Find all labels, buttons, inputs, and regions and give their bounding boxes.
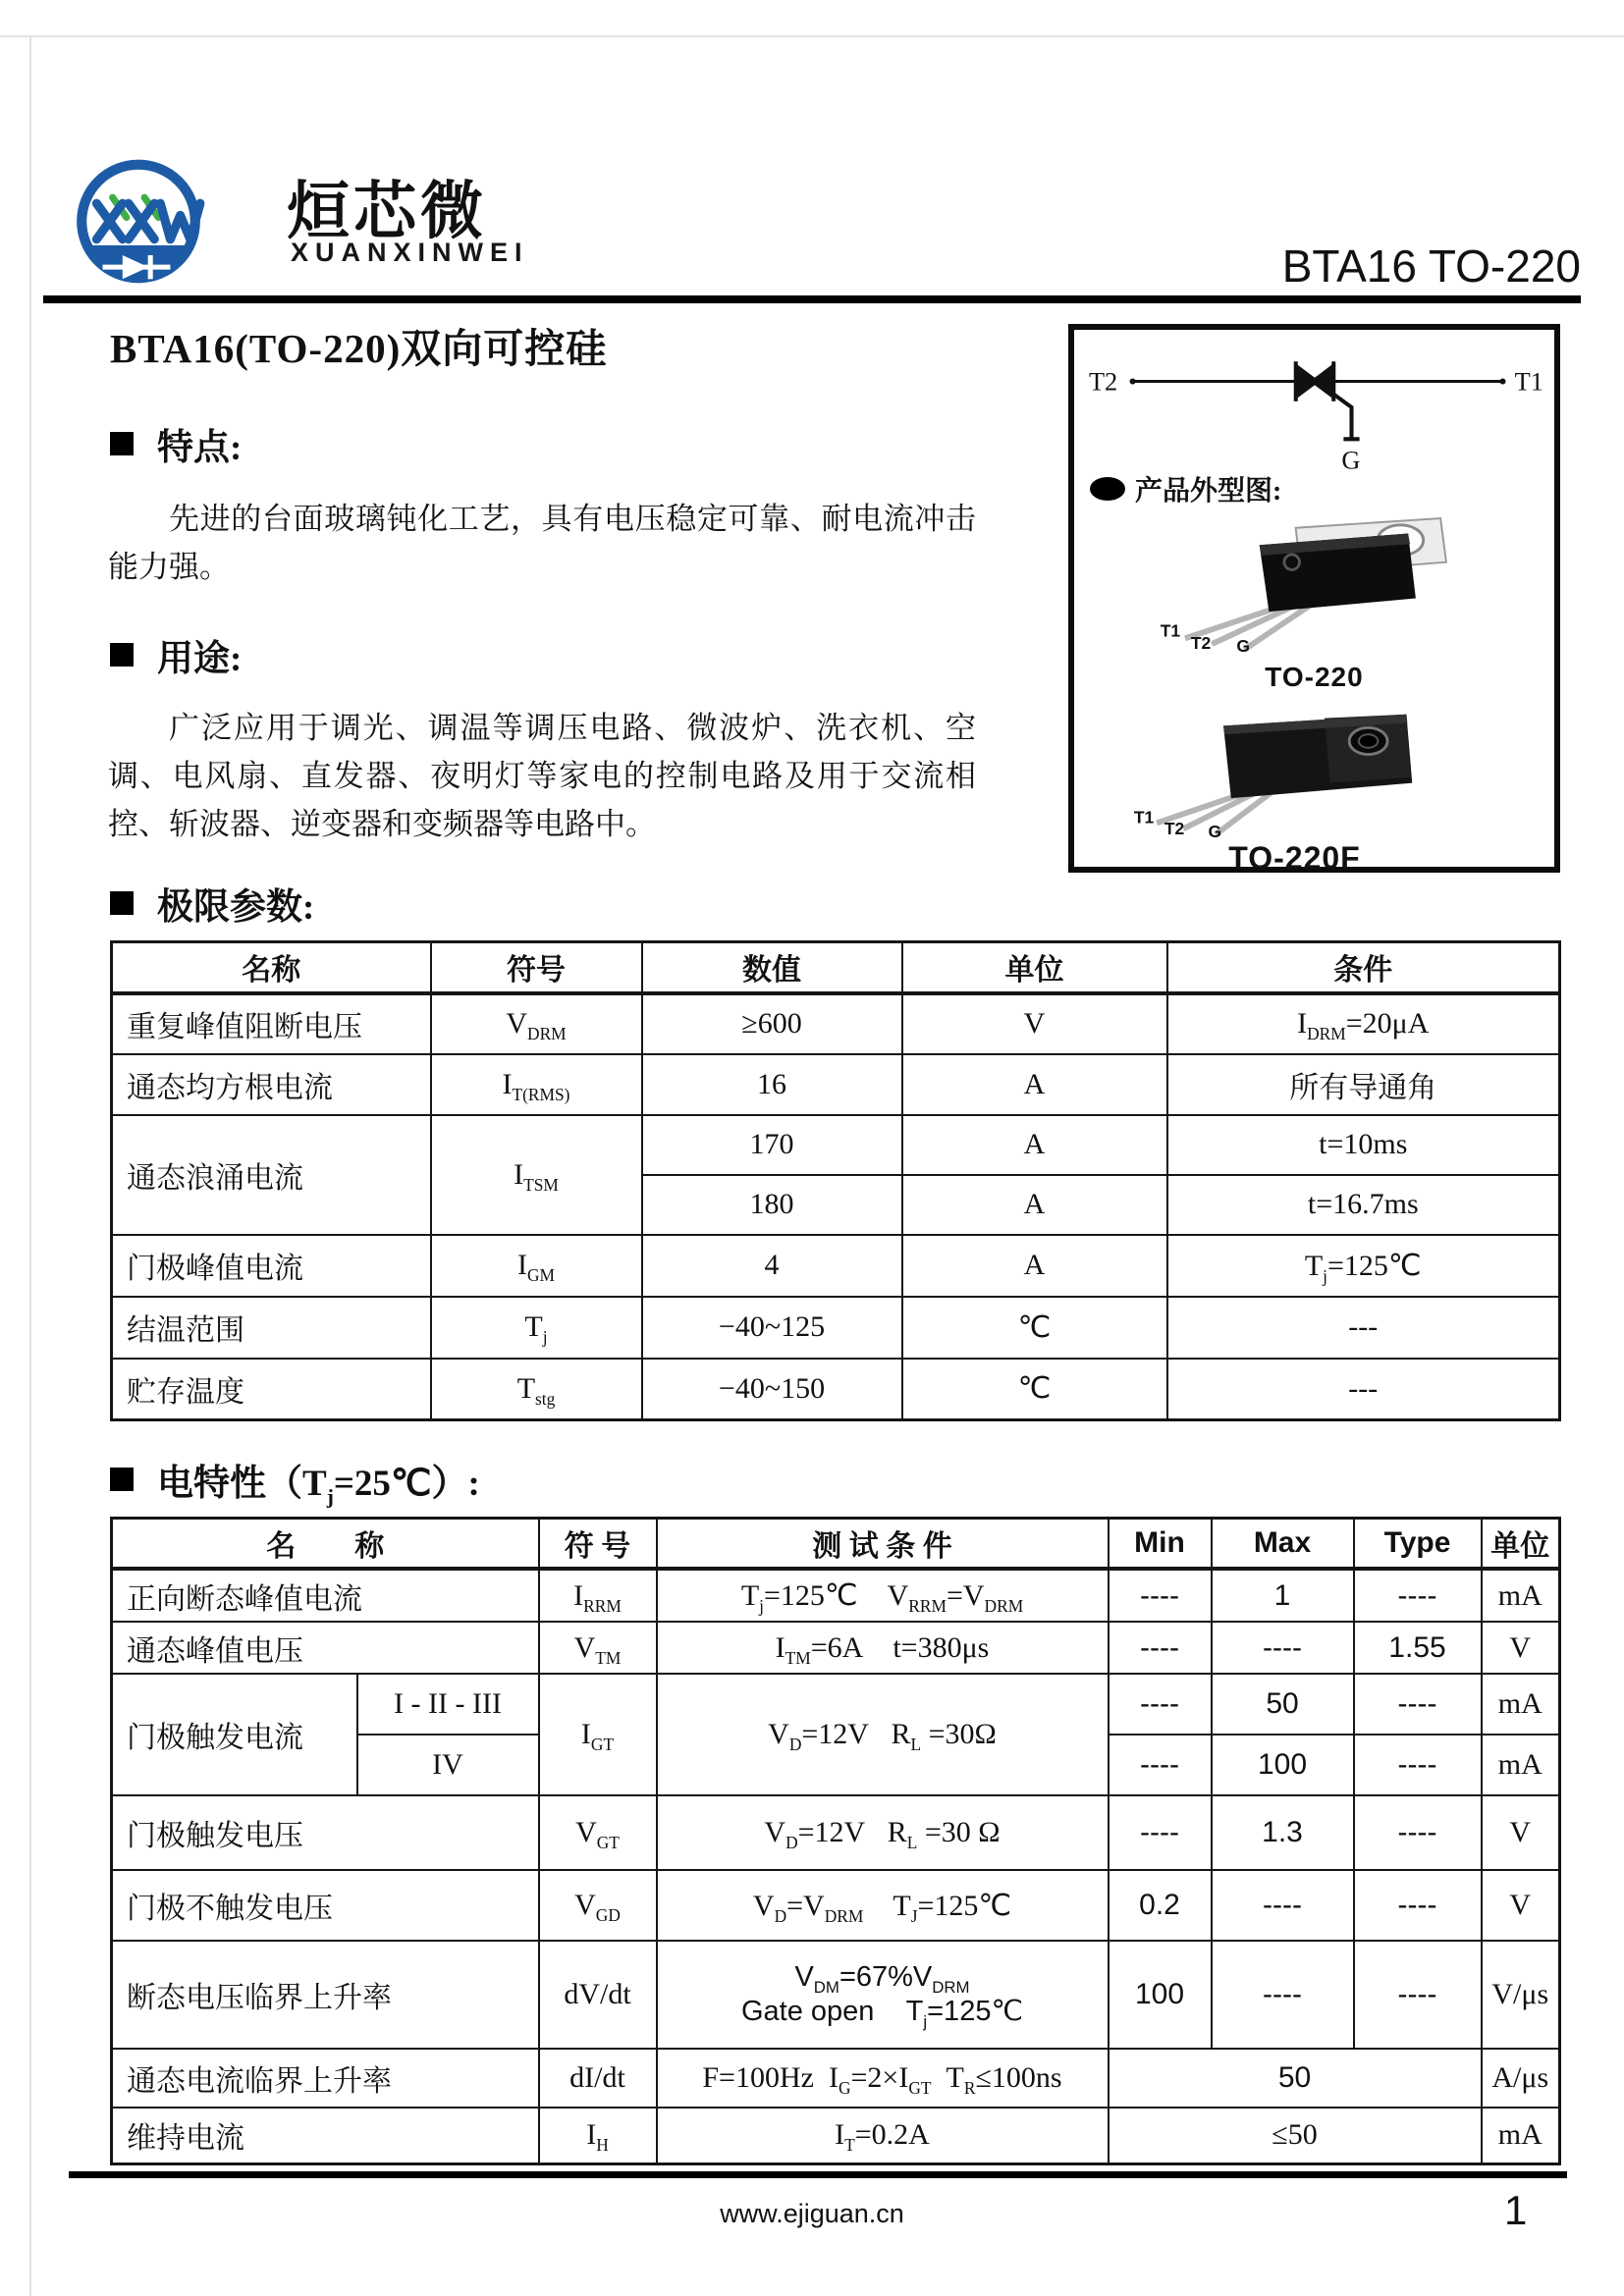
cell-min: 100 — [1109, 1941, 1212, 2049]
cell-condition: --- — [1167, 1359, 1560, 1420]
cell-max: ---- — [1212, 1941, 1354, 2049]
cell-type: ---- — [1354, 1569, 1482, 1622]
cell-type: ---- — [1354, 1674, 1482, 1735]
brand-name: 烜芯微 — [287, 176, 487, 246]
cell-symbol: $V_{DRM}$ — [431, 993, 642, 1054]
condition-line: $V_{DM}=67\%V_{DRM}$ — [794, 1961, 970, 1997]
section-elec-heading — [110, 1453, 480, 1509]
cell-condition: $T_j=125℃$ — [1167, 1235, 1560, 1297]
cell-unit: A — [902, 1115, 1167, 1175]
outline-label-row — [1090, 469, 1281, 508]
cell-condition: $V_D=V_{DRM}$ $T_J=125℃$ — [657, 1870, 1109, 1941]
cell-value: ≥600 — [642, 993, 902, 1054]
cell-name: 通态均方根电流 — [112, 1054, 431, 1115]
limits-table — [110, 940, 1561, 1421]
cell-symbol: dI/dt — [539, 2049, 657, 2108]
table-row — [112, 1115, 1560, 1175]
cell-condition — [657, 1941, 1109, 2049]
cell-name: 门极触发电流 — [112, 1674, 357, 1795]
cell-type: ---- — [1354, 1735, 1482, 1795]
elec-table — [110, 1517, 1561, 2165]
cell-symbol: $I_{RRM}$ — [539, 1569, 657, 1622]
column-header: 数值 — [642, 942, 902, 993]
pin-g-label: G — [1208, 821, 1222, 838]
cell-value: 4 — [642, 1235, 902, 1297]
cell-unit: A — [902, 1054, 1167, 1115]
cell-name: 门极触发电压 — [112, 1795, 539, 1870]
cell-value: 170 — [642, 1115, 902, 1175]
cell-name: 门极峰值电流 — [112, 1235, 431, 1297]
cell-name: 门极不触发电压 — [112, 1870, 539, 1941]
section-marker-icon — [110, 1468, 134, 1491]
cell-min: 0.2 — [1109, 1870, 1212, 1941]
section-features-heading — [110, 417, 242, 470]
cell-type: ---- — [1354, 1941, 1482, 2049]
cell-condition: $I_T=0.2A$ — [657, 2108, 1109, 2163]
scan-edge-left — [29, 35, 31, 2296]
cell-unit: A — [902, 1235, 1167, 1297]
cell-value: −40~150 — [642, 1359, 902, 1420]
pin-g-label: G — [1236, 635, 1251, 653]
cell-unit: A — [902, 1175, 1167, 1235]
cell-max: 1 — [1212, 1569, 1354, 1622]
table-row — [112, 1297, 1560, 1359]
cell-name: 结温范围 — [112, 1297, 431, 1359]
elec-heading-label: 电特性$(T_j=25℃)$: — [157, 1464, 480, 1509]
cell-unit: ℃ — [902, 1297, 1167, 1359]
cell-symbol: dV/dt — [539, 1941, 657, 2049]
scan-edge-top — [0, 35, 1624, 37]
gate-label: G — [1341, 446, 1361, 475]
cell-symbol: $I_H$ — [539, 2108, 657, 2163]
cell-condition: t=10ms — [1167, 1115, 1560, 1175]
section-applications-heading — [110, 628, 242, 681]
cell-symbol: $V_{GT}$ — [539, 1795, 657, 1870]
column-header: 名称 — [112, 942, 431, 993]
table-row — [112, 1235, 1560, 1297]
features-paragraph: 先进的台面玻璃钝化工艺，具有电压稳定可靠、耐电流冲击能力强。 — [108, 502, 976, 584]
cell-symbol: $I_{T(RMS)}$ — [431, 1054, 642, 1115]
table-row — [112, 993, 1560, 1054]
column-header: Min — [1109, 1519, 1212, 1570]
cell-condition: 所有导通角 — [1167, 1054, 1560, 1115]
cell-merged-value: ≤50 — [1109, 2108, 1482, 2163]
cell-name: 通态峰值电压 — [112, 1622, 539, 1674]
column-header: 条件 — [1167, 942, 1560, 993]
cell-symbol: $I_{TSM}$ — [431, 1115, 642, 1235]
section-limits-heading — [110, 877, 314, 930]
cell-condition: $V_D=12V$ $R_L =30$ Ω — [657, 1795, 1109, 1870]
applications-paragraph: 广泛应用于调光、调温等调压电路、微波炉、洗衣机、空调、电风扇、直发器、夜明灯等家电的控制电路及用于交流相控、斩波器、逆变器和变频器等电路中。 — [108, 711, 976, 841]
cell-name: 维持电流 — [112, 2108, 539, 2163]
pin-t2-label: T2 — [1190, 632, 1212, 653]
cell-unit: V/μs — [1482, 1941, 1560, 2049]
t1-label: T1 — [1514, 367, 1543, 397]
column-header: 符号 — [431, 942, 642, 993]
column-header: 名 称 — [112, 1519, 539, 1570]
cell-condition: $I_{TM}=6A$ t=380μs — [657, 1622, 1109, 1674]
pin-t1-label: T1 — [1160, 620, 1181, 641]
cell-symbol: $V_{TM}$ — [539, 1622, 657, 1674]
condition-line: Gate open $T_j=125℃$ — [740, 1996, 1024, 2031]
cell-name: 断态电压临界上升率 — [112, 1941, 539, 2049]
cell-max: ---- — [1212, 1870, 1354, 1941]
section-marker-icon — [110, 643, 134, 667]
cell-min: ---- — [1109, 1735, 1212, 1795]
cell-unit: V — [902, 993, 1167, 1054]
cell-unit: ℃ — [902, 1359, 1167, 1420]
cell-name: 重复峰值阻断电压 — [112, 993, 431, 1054]
table-row — [112, 1359, 1560, 1420]
cell-unit: mA — [1482, 1569, 1560, 1622]
cell-min: ---- — [1109, 1674, 1212, 1735]
cell-unit: mA — [1482, 1735, 1560, 1795]
section-marker-icon — [110, 432, 134, 455]
column-header: 单位 — [1482, 1519, 1560, 1570]
table-row — [112, 1941, 1560, 2049]
cell-type: ---- — [1354, 1870, 1482, 1941]
table-row — [112, 2049, 1560, 2108]
to220-caption: TO-220 — [1265, 662, 1364, 692]
table-row — [112, 1054, 1560, 1115]
cell-name: 贮存温度 — [112, 1359, 431, 1420]
pin-t2-label: T2 — [1164, 819, 1185, 838]
cell-max: 100 — [1212, 1735, 1354, 1795]
cell-condition: $I_{DRM}=20\mu A$ — [1167, 993, 1560, 1054]
footer-url: www.ejiguan.cn — [720, 2199, 904, 2228]
cell-symbol: $V_{GD}$ — [539, 1870, 657, 1941]
column-header: 符 号 — [539, 1519, 657, 1570]
cell-unit: mA — [1482, 1674, 1560, 1735]
table-row — [112, 1795, 1560, 1870]
page-title: BTA16(TO-220)双向可控硅 — [110, 326, 608, 371]
table-row — [112, 2108, 1560, 2163]
cell-min: ---- — [1109, 1622, 1212, 1674]
page-number: 1 — [1504, 2187, 1528, 2233]
cell-unit: V — [1482, 1870, 1560, 1941]
cell-unit: mA — [1482, 2108, 1560, 2163]
cell-condition: t=16.7ms — [1167, 1175, 1560, 1235]
cell-value: −40~125 — [642, 1297, 902, 1359]
cell-symbol: $T_{stg}$ — [431, 1359, 642, 1420]
column-header: 单位 — [902, 942, 1167, 993]
cell-type: ---- — [1354, 1795, 1482, 1870]
column-header: Max — [1212, 1519, 1354, 1570]
cell-max: 50 — [1212, 1674, 1354, 1735]
cell-name: 通态电流临界上升率 — [112, 2049, 539, 2108]
cell-type: 1.55 — [1354, 1622, 1482, 1674]
cell-unit: A/μs — [1482, 2049, 1560, 2108]
table-row — [112, 1569, 1560, 1622]
outline-label: 产品外型图: — [1135, 476, 1282, 507]
brand-name-en: XUANXINWEI — [291, 238, 529, 267]
cell-condition: --- — [1167, 1297, 1560, 1359]
cell-value: 180 — [642, 1175, 902, 1235]
cell-quadrant: I - II - III — [357, 1674, 539, 1735]
table-row — [112, 1674, 1560, 1735]
table-row — [112, 1622, 1560, 1674]
cell-merged-value: 50 — [1109, 2049, 1482, 2108]
t2-label: T2 — [1088, 367, 1118, 397]
applications-heading-label: 用途: — [157, 639, 243, 679]
company-logo-icon — [67, 145, 281, 300]
to220f-package-image — [1128, 705, 1452, 838]
cell-name: 通态浪涌电流 — [112, 1115, 431, 1235]
cell-max: 1.3 — [1212, 1795, 1354, 1870]
cell-unit: V — [1482, 1622, 1560, 1674]
pin-t1-label: T1 — [1133, 807, 1155, 828]
to220f-caption: TO-220F — [1228, 840, 1361, 876]
part-number: BTA16 TO-220 — [1281, 240, 1581, 292]
header-rule — [43, 295, 1581, 303]
bullet-oval-icon — [1090, 477, 1125, 501]
cell-condition: F=100Hz $I_G=2\times I_{GT}$ $T_R\le 100ns$ — [657, 2049, 1109, 2108]
cell-symbol: $I_{GT}$ — [539, 1674, 657, 1795]
cell-min: ---- — [1109, 1569, 1212, 1622]
to220-package-image — [1153, 514, 1477, 653]
cell-quadrant: IV — [357, 1735, 539, 1795]
cell-value: 16 — [642, 1054, 902, 1115]
section-marker-icon — [110, 891, 134, 915]
cell-symbol: $I_{GM}$ — [431, 1235, 642, 1297]
column-header: Type — [1354, 1519, 1482, 1570]
table-row — [112, 1870, 1560, 1941]
cell-condition: $V_D=12V$ $R_L =30\Omega$ — [657, 1674, 1109, 1795]
limits-heading-label: 极限参数: — [157, 887, 315, 928]
footer-rule — [69, 2171, 1567, 2178]
cell-unit: V — [1482, 1795, 1560, 1870]
cell-symbol: $T_j$ — [431, 1297, 642, 1359]
product-box — [1068, 324, 1560, 876]
cell-min: ---- — [1109, 1795, 1212, 1870]
features-heading-label: 特点: — [157, 428, 243, 468]
cell-condition: $T_j=125℃$ $V_{RRM}=V_{DRM}$ — [657, 1569, 1109, 1622]
cell-max: ---- — [1212, 1622, 1354, 1674]
column-header: 测 试 条 件 — [657, 1519, 1109, 1570]
table-header-row — [112, 1519, 1560, 1570]
cell-name: 正向断态峰值电流 — [112, 1569, 539, 1622]
table-header-row — [112, 942, 1560, 993]
